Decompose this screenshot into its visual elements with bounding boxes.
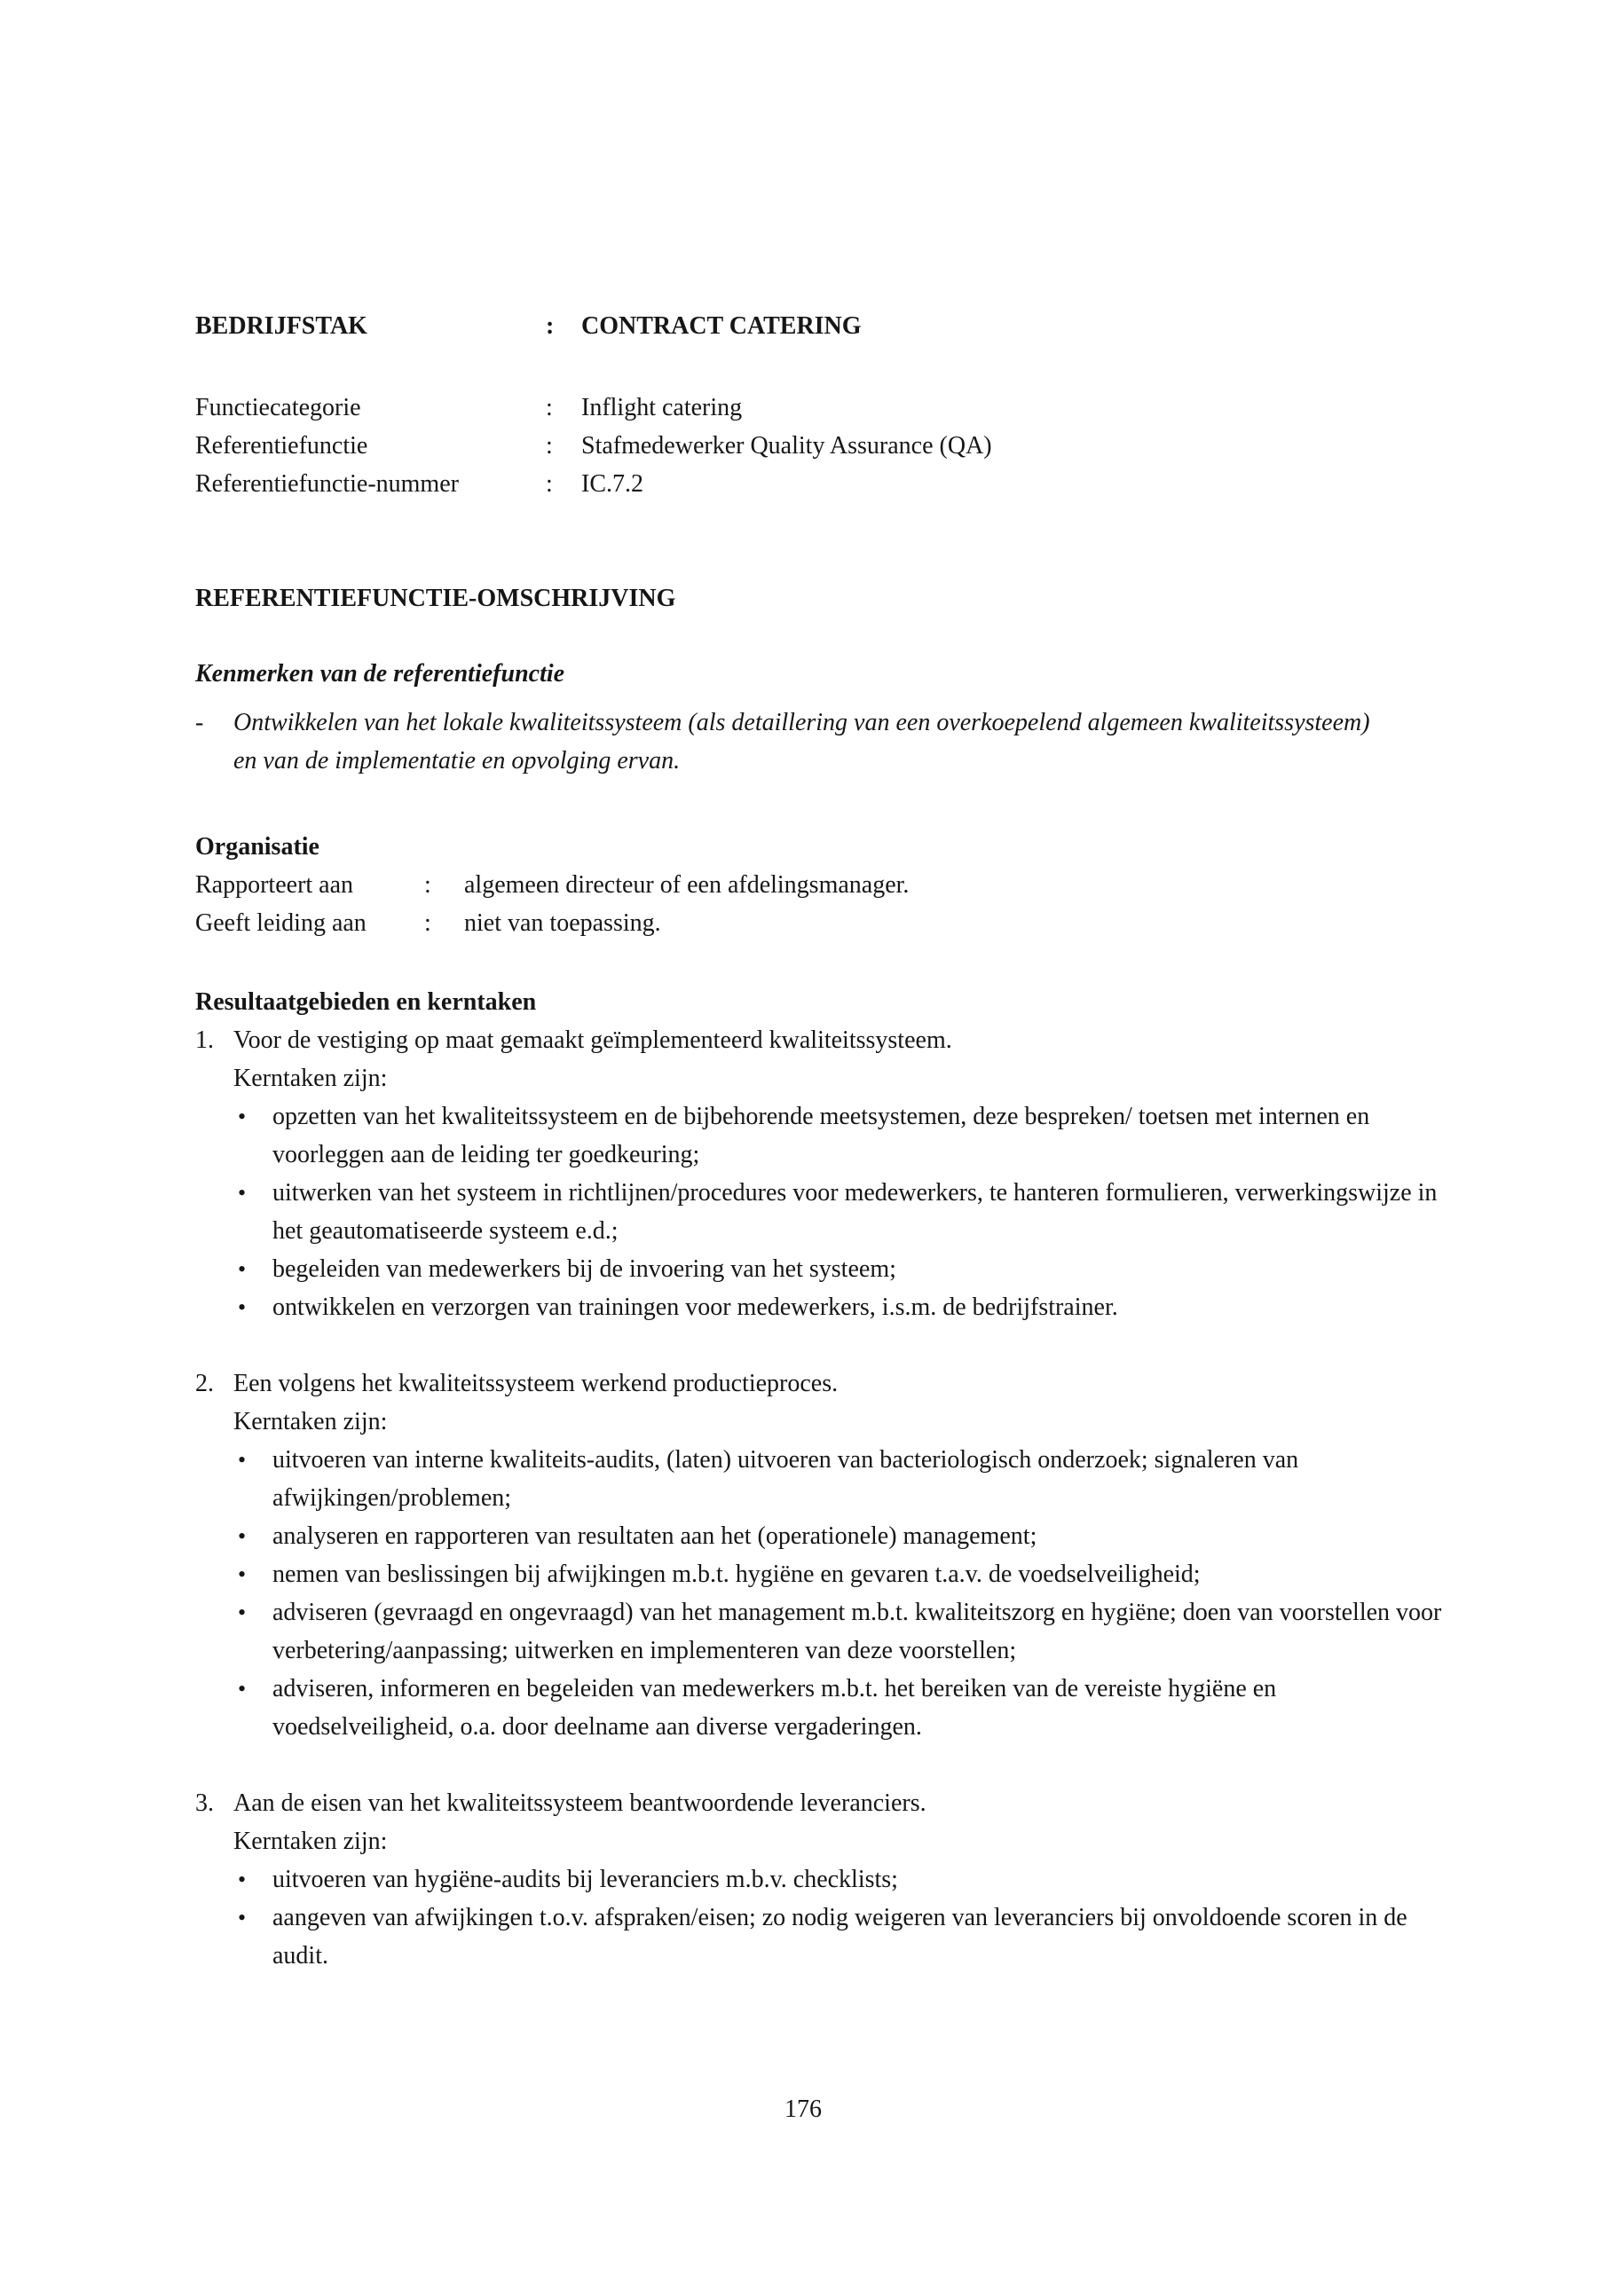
organisatie-heading: Organisatie <box>195 833 319 861</box>
field-colon: : <box>424 909 431 937</box>
org-row-rapporteert-aan <box>195 866 1459 904</box>
kenmerken-item <box>195 704 1459 780</box>
bullet-marker: • <box>238 1676 247 1702</box>
field-label: BEDRIJFSTAK <box>195 312 367 340</box>
section-body <box>233 1364 1459 1746</box>
field-value: niet van toepassing. <box>464 909 661 937</box>
resultaat-heading: Resultaatgebieden en kerntaken <box>195 988 537 1016</box>
org-row-geeft-leiding-aan <box>195 904 1459 942</box>
list-item <box>233 1860 1459 1899</box>
field-colon: : <box>546 312 555 340</box>
bullet-marker: • <box>238 1561 247 1587</box>
section-subheading: Kerntaken zijn: <box>233 1408 388 1435</box>
field-label: Referentiefunctie-nummer <box>195 470 459 498</box>
list-item <box>233 1555 1459 1593</box>
field-colon: : <box>424 871 431 899</box>
section-3 <box>195 1784 1459 1975</box>
bullet-marker: • <box>238 1104 247 1129</box>
list-item <box>233 1441 1459 1517</box>
bullet-text: begeleiden van medewerkers bij de invoering van het systeem; <box>272 1255 896 1283</box>
section-title: Een volgens het kwaliteitssysteem werkend productieproces. <box>233 1370 839 1397</box>
bullet-text: adviseren, informeren en begeleiden van medewerkers m.b.t. het bereiken van de vereiste hygiëne en voedselveiligheid, o.a. door deelname aan diverse vergaderingen. <box>272 1675 1277 1741</box>
field-colon: : <box>546 394 553 421</box>
list-item <box>233 1174 1459 1250</box>
list-item <box>233 1899 1459 1975</box>
kenmerken-heading: Kenmerken van de referentiefunctie <box>195 660 565 688</box>
section-subheading: Kerntaken zijn: <box>233 1828 388 1855</box>
bullet-text: aangeven van afwijkingen t.o.v. afspraken/eisen; zo nodig weigeren van leveranciers bij onvoldoende scoren in de audit. <box>272 1904 1407 1970</box>
bullet-text: nemen van beslissingen bij afwijkingen m.b.t. hygiëne en gevaren t.a.v. de voedselveiligheid; <box>272 1561 1201 1588</box>
list-item <box>233 1097 1459 1174</box>
field-value: Stafmedewerker Quality Assurance (QA) <box>581 432 992 460</box>
bullet-marker: • <box>238 1905 247 1930</box>
list-item <box>233 1250 1459 1288</box>
section-number: 2. <box>195 1370 214 1397</box>
field-row-functiecategorie <box>195 389 1459 427</box>
field-value: Inflight catering <box>581 394 743 421</box>
bullet-marker: • <box>238 1256 247 1282</box>
document-title: REFERENTIEFUNCTIE-OMSCHRIJVING <box>195 585 676 612</box>
bullet-text: uitwerken van het systeem in richtlijnen/procedures voor medewerkers, te hanteren formulieren, verwerkingswijze in het geautomatiseerde systeem e.d.; <box>272 1179 1438 1245</box>
field-label: Rapporteert aan <box>195 871 354 899</box>
bullet-text: uitvoeren van interne kwaliteits-audits, (laten) uitvoeren van bacteriologisch onderzoek; signaleren van afwijkingen/problemen; <box>272 1446 1299 1512</box>
field-colon: : <box>546 470 553 498</box>
dash-marker: - <box>195 709 204 736</box>
section-2 <box>195 1364 1459 1746</box>
bullet-text: ontwikkelen en verzorgen van trainingen voor medewerkers, i.s.m. de bedrijfstrainer. <box>272 1293 1118 1321</box>
list-item <box>233 1517 1459 1555</box>
section-1 <box>195 1021 1459 1326</box>
bullet-text: adviseren (gevraagd en ongevraagd) van het management m.b.t. kwaliteitszorg en hygiëne; doen van voorstellen voor verbetering/aanpassing; uitwerken en implementeren van deze voorstellen; <box>272 1599 1442 1664</box>
bullet-text: analyseren en rapporteren van resultaten aan het (operationele) management; <box>272 1522 1037 1550</box>
list-item <box>233 1670 1459 1746</box>
bullet-marker: • <box>238 1523 247 1549</box>
field-row-referentiefunctie-nummer <box>195 465 1459 503</box>
bullet-marker: • <box>238 1447 247 1473</box>
list-item <box>233 1593 1459 1670</box>
section-title: Voor de vestiging op maat gemaakt geïmplementeerd kwaliteitssysteem. <box>233 1026 952 1054</box>
section-number: 3. <box>195 1789 214 1817</box>
field-value: algemeen directeur of een afdelingsmanager. <box>464 871 910 899</box>
field-value: IC.7.2 <box>581 470 643 498</box>
field-label: Functiecategorie <box>195 394 361 421</box>
kenmerken-text: Ontwikkelen van het lokale kwaliteitssysteem (als detaillering van een overkoepelend algemeen kwaliteitssysteem) en van de implementatie en opvolging ervan. <box>233 709 1370 775</box>
bullet-marker: • <box>238 1600 247 1625</box>
page-number: 176 <box>784 2095 822 2123</box>
bullet-marker: • <box>238 1180 247 1206</box>
bullet-marker: • <box>238 1867 247 1892</box>
field-row-bedrijfstak <box>195 307 1459 345</box>
bullet-text: uitvoeren van hygiëne-audits bij leveranciers m.b.v. checklists; <box>272 1866 898 1893</box>
document-content <box>195 307 1459 1975</box>
section-subheading: Kerntaken zijn: <box>233 1065 388 1092</box>
list-item <box>233 1288 1459 1326</box>
field-label: Referentiefunctie <box>195 432 368 460</box>
field-row-referentiefunctie <box>195 427 1459 465</box>
section-title: Aan de eisen van het kwaliteitssysteem beantwoordende leveranciers. <box>233 1789 926 1817</box>
field-label: Geeft leiding aan <box>195 909 367 937</box>
section-body <box>233 1784 1459 1975</box>
field-value: CONTRACT CATERING <box>581 312 862 340</box>
bullet-marker: • <box>238 1294 247 1320</box>
section-body <box>233 1021 1459 1326</box>
field-colon: : <box>546 432 553 460</box>
section-number: 1. <box>195 1026 214 1054</box>
bullet-text: opzetten van het kwaliteitssysteem en de bijbehorende meetsystemen, deze bespreken/ toetsen met internen en voorleggen aan de leiding ter goedkeuring; <box>272 1103 1370 1168</box>
